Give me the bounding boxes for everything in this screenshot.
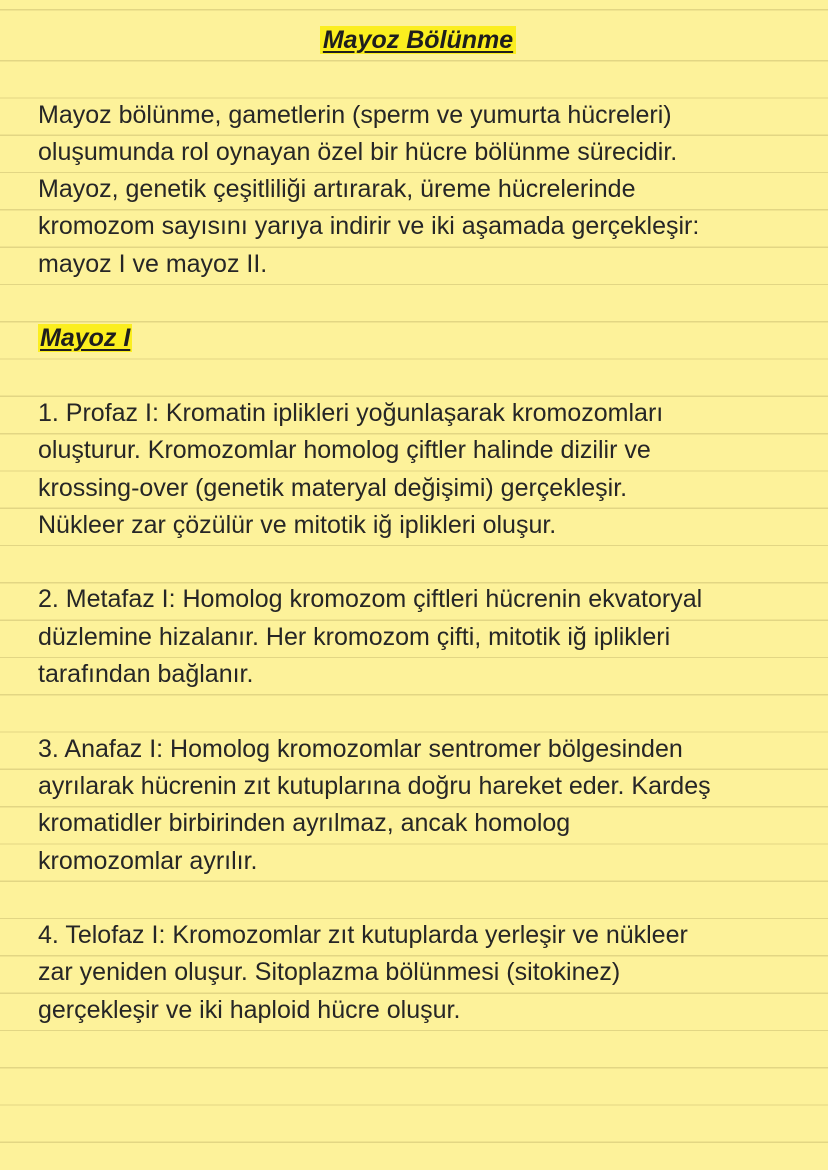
spacer — [38, 59, 798, 96]
phase-line: kromozomlar ayrılır. — [38, 846, 258, 875]
phase-line: ayrılarak hücrenin zıt kutuplarına doğru hareket eder. Kardeş — [38, 771, 711, 800]
phase-line: 1. Profaz I: Kromatin iplikleri yoğunlaşarak kromozomları — [38, 398, 664, 427]
phase-metaphase — [38, 581, 798, 693]
section-heading-row — [38, 320, 798, 357]
intro-line: kromozom sayısını yarıya indirir ve iki aşamada gerçekleşir: — [38, 212, 700, 241]
phase-line: 2. Metafaz I: Homolog kromozom çiftleri hücrenin ekvatoryal — [38, 585, 703, 614]
phase-line: zar yeniden oluşur. Sitoplazma bölünmesi (sitokinez) — [38, 958, 621, 987]
intro-paragraph — [38, 97, 798, 283]
phase-prophase — [38, 395, 798, 544]
phase-line: tarafından bağlanır. — [38, 660, 254, 689]
phase-line: Nükleer zar çözülür ve mitotik iğ iplikleri oluşur. — [38, 510, 557, 539]
phase-line: 3. Anafaz I: Homolog kromozomlar sentromer bölgesinden — [38, 734, 683, 763]
spacer — [38, 880, 798, 917]
phase-line: kromatidler birbirinden ayrılmaz, ancak homolog — [38, 809, 571, 838]
phase-line: oluşturur. Kromozomlar homolog çiftler halinde dizilir ve — [38, 436, 651, 465]
phase-anaphase — [38, 731, 798, 880]
title-row — [38, 22, 798, 59]
note-content — [38, 22, 798, 1029]
phase-line: gerçekleşir ve iki haploid hücre oluşur. — [38, 995, 461, 1024]
phase-line: krossing-over (genetik materyal değişimi) gerçekleşir. — [38, 473, 628, 502]
intro-line: mayoz I ve mayoz II. — [38, 249, 268, 278]
phase-telophase — [38, 917, 798, 1029]
page-title: Mayoz Bölünme — [320, 26, 516, 54]
phase-line: düzlemine hizalanır. Her kromozom çifti, mitotik iğ iplikleri — [38, 622, 671, 651]
intro-line: Mayoz bölünme, gametlerin (sperm ve yumurta hücreleri) — [38, 100, 672, 129]
intro-line: Mayoz, genetik çeşitliliği artırarak, üreme hücrelerinde — [38, 175, 636, 204]
phase-line: 4. Telofaz I: Kromozomlar zıt kutuplarda yerleşir ve nükleer — [38, 921, 688, 950]
spacer — [38, 283, 798, 320]
spacer — [38, 693, 798, 730]
intro-line: oluşumunda rol oynayan özel bir hücre bölünme sürecidir. — [38, 137, 678, 166]
spacer — [38, 358, 798, 395]
section-heading: Mayoz I — [40, 324, 131, 353]
spacer — [38, 544, 798, 581]
